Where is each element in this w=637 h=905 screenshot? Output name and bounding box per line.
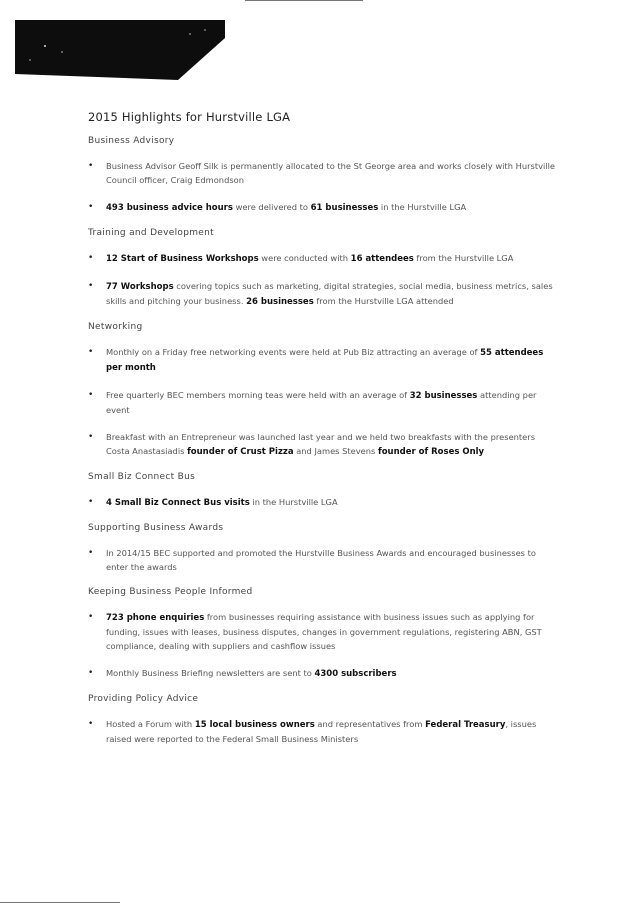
bullet-item [88,430,558,459]
highlight-text: 77 Workshops [106,282,174,292]
bullet-item [88,251,558,266]
bullet-list [88,251,558,309]
highlight-text: 493 business advice hours [106,203,233,213]
highlight-text: 26 businesses [246,297,314,307]
body-text: Hosted a Forum with [106,719,195,729]
body-text: Breakfast with an Entrepreneur was launched last year and we held two breakfasts with the presenters Costa Anastasiadis [106,432,536,456]
section [88,587,558,681]
section-heading: Business Advisory [88,136,175,146]
section-heading: Providing Policy Advice [88,694,199,704]
body-text: in the Hurstville LGA [249,497,338,507]
highlight-text: 723 phone enquiries [106,613,205,623]
bullet-item [88,345,558,375]
scan-rule-bottom [0,902,120,903]
highlight-text: 61 businesses [310,203,379,213]
logo-black-shape [15,20,225,80]
section-heading: Supporting Business Awards [88,523,224,533]
body-text: attending per event [106,390,537,415]
bullet-item [88,610,558,653]
section-heading: Small Biz Connect Bus [88,472,196,482]
bullet-item [88,159,558,187]
section [88,136,558,215]
section-heading: Training and Development [88,228,214,238]
body-text: Business Advisor Geoff Silk is permanently allocated to the St George area and works closely with Hurstville Council officer, Craig Edmondson [106,161,555,185]
bullet-item [88,666,558,681]
bullet-item [88,495,558,510]
bullet-list [88,546,558,574]
body-text: and James Stevens [293,446,378,456]
section-heading: Keeping Business People Informed [88,587,253,597]
bullet-list [88,610,558,681]
bullet-item [88,200,558,215]
bullet-list [88,717,558,746]
header-logo-graphic [0,0,637,90]
section [88,523,558,574]
highlight-text: 32 businesses [409,391,478,401]
body-text: from businesses requiring assistance with business issues such as applying for funding, issues with leases, business disputes, changes in government regulations, registering ABN, GST compliance, dealing with suppliers and cashflow issues [106,612,542,651]
bullet-list [88,345,558,459]
body-text: in the Hurstville LGA [378,202,467,212]
body-text: were delivered to [232,202,311,212]
bullet-item [88,279,558,309]
bullet-item [88,546,558,574]
body-text: from the Hurstville LGA attended [313,296,454,306]
body-text: covering topics such as marketing, digital strategies, social media, business metrics, sales skills and pitching your business. [106,281,553,306]
body-text: In 2014/15 BEC supported and promoted the Hurstville Business Awards and encouraged businesses to enter the awards [106,548,536,572]
highlight-text: Federal Treasury [425,720,506,730]
section [88,472,558,510]
section [88,228,558,309]
section [88,694,558,746]
document-body [88,110,558,759]
body-text: from the Hurstville LGA [413,253,514,263]
highlight-text: 4300 subscribers [314,669,397,679]
highlight-text: founder of Roses Only [378,447,485,457]
highlight-text: 16 attendees [350,254,414,264]
highlight-text: 4 Small Biz Connect Bus visits [106,498,250,508]
bullet-item [88,717,558,746]
section [88,322,558,459]
highlight-text: attendees per month [106,348,544,373]
section-heading: Networking [88,322,143,332]
body-text: Monthly Business Briefing newsletters are sent to [106,668,315,678]
body-text: Free quarterly BEC members morning teas were held with an average of [106,390,410,400]
page-title: 2015 Highlights for Hurstville LGA [88,110,291,124]
bullet-list [88,159,558,215]
sections-container [88,136,558,746]
body-text: Monthly on a Friday free networking events were held at Pub Biz attracting an average of [106,347,481,357]
body-text: , issues raised were reported to the Federal Small Business Ministers [106,719,537,744]
body-text: were conducted with [258,253,351,263]
bullet-item [88,388,558,417]
highlight-text: 55 [480,348,492,358]
bullet-list [88,495,558,510]
scan-rule-top [245,0,363,1]
body-text: and representatives from [314,719,426,729]
highlight-text: 15 local business owners [194,720,315,730]
highlight-text: founder of Crust Pizza [187,447,294,457]
highlight-text: 12 Start of Business Workshops [106,254,259,264]
